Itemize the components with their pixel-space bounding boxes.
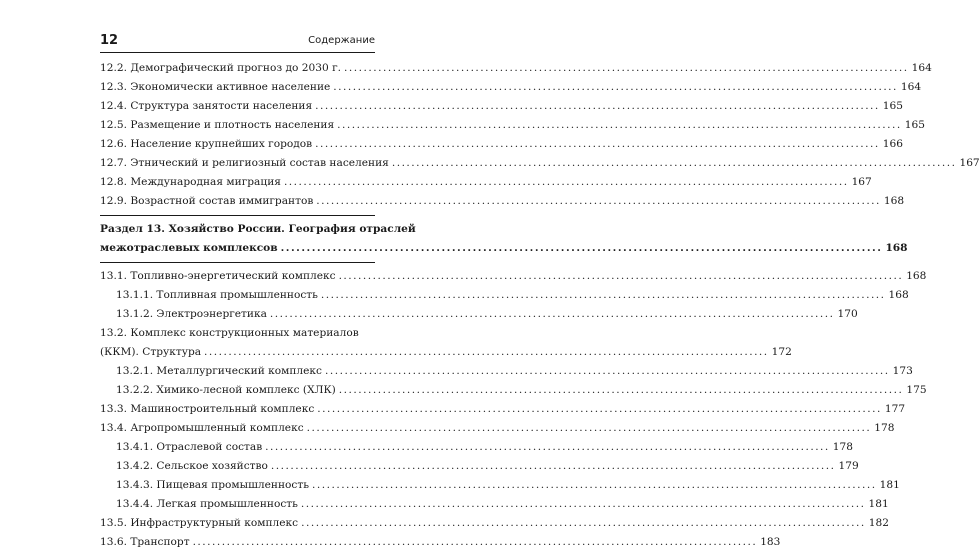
section-heading-page: 168 [885,242,908,254]
section-divider-bottom [100,262,375,263]
toc-entry-page: 178 [832,441,854,453]
toc-entry-title: 12.3. Экономически активное население [100,81,331,93]
table-of-contents [100,59,980,552]
dot-leader [270,305,835,324]
toc-entry-page: 168 [883,195,905,207]
toc-entry[interactable] [100,173,872,192]
toc-entry-page: 167 [851,176,872,188]
toc-entry-title: 13.6. Транспорт [100,536,190,548]
toc-entry[interactable] [100,438,854,457]
dot-leader [337,116,902,135]
section-heading-line-1[interactable] [100,220,416,239]
book-page [100,30,980,548]
toc-entry[interactable] [100,116,925,135]
toc-entry[interactable] [100,78,922,97]
toc-entry[interactable] [100,305,858,324]
dot-leader [204,343,769,362]
toc-entry-title: 13.4. Агропромышленный комплекс [100,422,304,434]
dot-leader [339,381,904,400]
toc-entry-page: 167 [959,157,980,169]
section-heading-title: Раздел 13. Хозяйство России. География отраслей [100,223,416,235]
toc-entry[interactable] [100,476,900,495]
dot-leader [325,362,890,381]
toc-entry[interactable] [100,533,781,552]
dot-leader [265,438,830,457]
page-header [100,30,375,53]
toc-entry-title: 12.7. Этнический и религиозный состав населения [100,157,389,169]
toc-entry[interactable] [100,59,932,78]
toc-entry-title: 13.2.2. Химико-лесной комплекс (ХЛК) [116,384,336,396]
toc-entry-page: 165 [882,100,904,112]
toc-entry-page: 183 [760,536,781,548]
toc-entry-title: 12.8. Международная миграция [100,176,281,188]
toc-entry[interactable] [100,154,980,173]
toc-entry-title: 13.4.3. Пищевая промышленность [116,479,309,491]
toc-entry[interactable] [100,267,927,286]
toc-entry-page: 179 [838,460,859,472]
dot-leader [315,97,880,116]
toc-entry[interactable] [100,457,859,476]
toc-entry-page: 164 [911,62,932,74]
dot-leader [344,59,909,78]
dot-leader [316,192,881,211]
toc-group-chapter-12 [100,59,980,211]
toc-entry[interactable] [100,400,906,419]
toc-entry-title: 13.2.1. Металлургический комплекс [116,365,322,377]
toc-entry-page: 164 [900,81,922,93]
toc-entry-page: 170 [837,308,858,320]
toc-entry-page: 182 [868,517,889,529]
running-head: Содержание [308,35,375,46]
toc-entry-title: (ККМ). Структура [100,346,202,358]
dot-leader [317,400,882,419]
dot-leader [315,135,880,154]
toc-entry-page: 177 [884,403,906,415]
toc-entry[interactable] [100,381,927,400]
toc-entry-title: 13.4.1. Отраслевой состав [116,441,263,453]
toc-entry-page: 165 [904,119,925,131]
toc-entry[interactable] [100,419,895,438]
toc-entry[interactable] [100,324,375,343]
toc-entry-title: 13.1. Топливно-энергетический комплекс [100,270,336,282]
dot-leader [339,267,904,286]
toc-group-chapter-13 [100,267,927,552]
toc-entry-page: 181 [868,498,889,510]
dot-leader [271,457,836,476]
section-heading-line-2[interactable] [100,239,908,258]
toc-entry-title: 13.5. Инфраструктурный комплекс [100,517,299,529]
toc-entry-page: 168 [888,289,909,301]
toc-entry-title: 12.4. Структура занятости населения [100,100,313,112]
toc-entry-title: 12.9. Возрастной состав иммигрантов [100,195,314,207]
dot-leader [307,419,872,438]
toc-entry-title: 13.1.2. Электроэнергетика [116,308,267,320]
toc-entry-title: 12.5. Размещение и плотность населения [100,119,335,131]
toc-entry[interactable] [100,495,889,514]
dot-leader [321,286,886,305]
toc-entry-title: 13.1.1. Топливная промышленность [116,289,318,301]
toc-entry-title: 13.2. Комплекс конструкционных материалов [100,327,359,339]
dot-leader [312,476,877,495]
toc-entry[interactable] [100,97,904,116]
dot-leader [392,154,957,173]
toc-entry[interactable] [100,135,903,154]
toc-entry-page: 166 [882,138,903,150]
toc-entry-page: 181 [879,479,900,491]
toc-entry[interactable] [100,362,913,381]
toc-entry-title: 12.2. Демографический прогноз до 2030 г. [100,62,342,74]
section-divider-top [100,215,375,216]
page-number: 12 [100,33,119,48]
toc-entry-page: 173 [892,365,913,377]
dot-leader [301,495,866,514]
dot-leader [193,533,758,552]
toc-entry-page: 178 [874,422,895,434]
toc-entry-page: 172 [771,346,792,358]
toc-entry[interactable] [100,192,905,211]
toc-entry[interactable] [100,286,909,305]
toc-entry[interactable] [100,514,889,533]
dot-leader [301,514,866,533]
toc-entry-title: 12.6. Население крупнейших городов [100,138,313,150]
dot-leader [333,78,898,97]
toc-entry-title: 13.4.2. Сельское хозяйство [116,460,268,472]
dot-leader [281,239,883,258]
dot-leader [284,173,849,192]
section-heading-title-cont: межотраслевых комплексов [100,242,278,254]
toc-entry-page: 175 [906,384,927,396]
toc-entry-title: 13.4.4. Легкая промышленность [116,498,298,510]
toc-entry[interactable] [100,343,792,362]
toc-entry-title: 13.3. Машиностроительный комплекс [100,403,315,415]
toc-entry-page: 168 [906,270,927,282]
